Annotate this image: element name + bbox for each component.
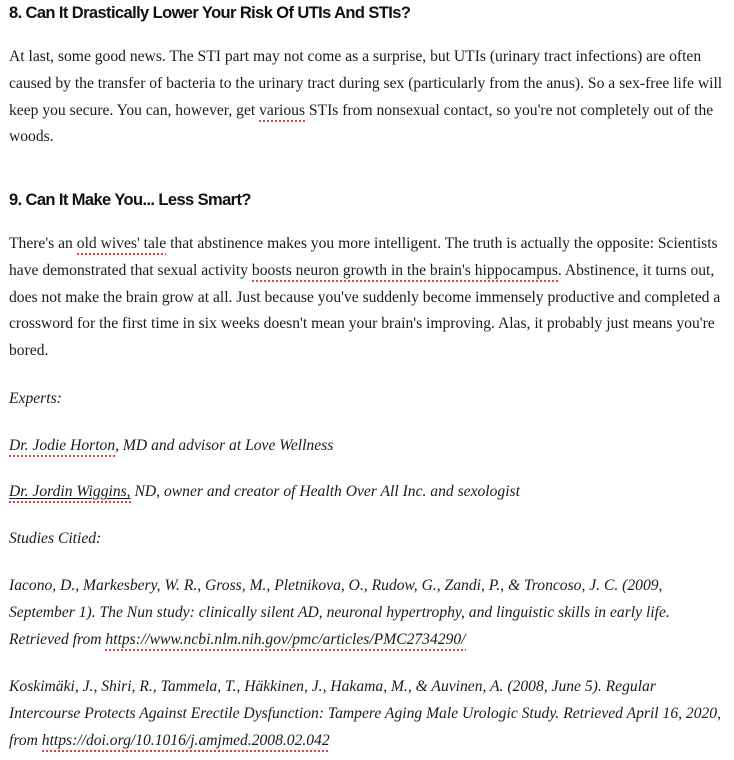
section-9-text-3: . Abstinence, it turns out, does not make the brain grow at all. Just because you've suddenly become immensely productive and completed a crossword for the first time in six weeks doesn't mean your brain's improving. Alas, it probably just means you're bored.: [9, 261, 721, 360]
hippocampus-link[interactable]: boosts neuron growth in the brain's hippocampus: [252, 262, 558, 282]
citation-text: Koskimäki, J., Shiri, R., Tammela, T., Häkkinen, J., Hakama, M., & Auvinen, A. (2008, June 5). Regular Intercourse Protects Against Erectile Dysfunction: Tampere Aging Male Urologic Study. Retrieved April 16, 2020, from: [9, 678, 722, 749]
section-8-heading: 8. Can It Drastically Lower Your Risk Of UTIs And STIs?: [9, 4, 411, 22]
section-9-heading: 9. Can It Make You... Less Smart?: [9, 191, 251, 209]
expert-item: [9, 479, 725, 506]
studies-label: Studies Citied:: [9, 530, 102, 547]
citation-url-link[interactable]: https://doi.org/10.1016/j.amjmed.2008.02.042: [42, 732, 330, 752]
citation-url-link[interactable]: https://www.ncbi.nlm.nih.gov/pmc/articles/PMC2734290/: [105, 631, 465, 651]
various-link[interactable]: various: [259, 102, 305, 122]
section-9-text-1: There's an: [9, 235, 77, 252]
section-8-text-after: STIs from nonsexual contact, so you're not completely out of the woods.: [9, 101, 714, 146]
section-9-paragraph: [9, 231, 725, 365]
expert-description: ND, owner and creator of Health Over All Inc. and sexologist: [130, 483, 520, 500]
citation-text: Iacono, D., Markesbery, W. R., Gross, M., Pletnikova, O., Rudow, G., Zandi, P., & Troncoso, J. C. (2009, September 1). The Nun study: clinically silent AD, neuronal hypertrophy, and linguistic skills in early life. Retrieved from: [9, 577, 670, 648]
section-9-text-2: that abstinence makes you more intelligent. The truth is actually the opposite: Scientists have demonstrated that sexual activity: [9, 235, 718, 279]
section-8-paragraph: [9, 44, 725, 151]
expert-description: , MD and advisor at Love Wellness: [115, 437, 334, 454]
expert-link-jodie-horton[interactable]: Dr. Jodie Horton: [9, 437, 115, 457]
study-citation: [9, 573, 725, 653]
expert-item: [9, 433, 725, 460]
study-citation: [9, 674, 725, 754]
expert-link-jordin-wiggins[interactable]: Dr. Jordin Wiggins,: [9, 483, 131, 503]
old-wives-tale-link[interactable]: old wives' tale: [77, 235, 166, 255]
section-8-text-before: At last, some good news. The STI part may not come as a surprise, but UTIs (urinary tract infections) are often caused by the transfer of bacteria to the urinary tract during sex (particularly from the anus). So a sex-free life will keep you secure. You can, however, get: [9, 48, 723, 119]
experts-label: Experts:: [9, 390, 62, 407]
